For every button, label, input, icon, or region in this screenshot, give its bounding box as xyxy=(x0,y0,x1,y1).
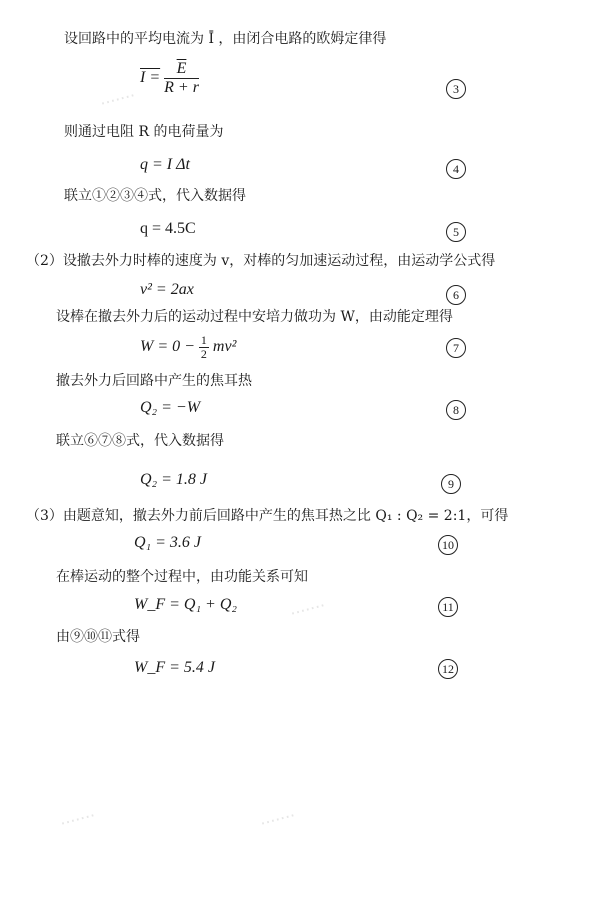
equation-10: Q₁ = 3.6 J xyxy=(134,534,202,551)
text-line: （3）由题意知，撤去外力前后回路中产生的焦耳热之比 Q₁ : Q₂ = 2:1，可得 xyxy=(26,508,509,524)
equation-6: v² = 2ax xyxy=(140,281,194,298)
equation-3 xyxy=(140,60,199,97)
eq7-numerator: 1 xyxy=(200,333,207,347)
eq3-denominator: R + r xyxy=(164,79,199,96)
text-line: （2）设撤去外力时棒的速度为 v，对棒的匀加速运动过程，由运动学公式得 xyxy=(26,253,496,269)
equation-number: 8 xyxy=(446,400,466,420)
equation-number: 10 xyxy=(438,535,458,555)
equation-number: 7 xyxy=(446,338,466,358)
eq7-denominator: 2 xyxy=(200,347,207,361)
equation-number: 5 xyxy=(446,222,466,242)
equation-number: 12 xyxy=(438,659,458,679)
watermark: ······· xyxy=(98,85,138,114)
eq7-lhs: W = 0 − xyxy=(140,338,195,356)
eq7-fraction xyxy=(199,334,209,361)
text-line: 设棒在撤去外力后的运动过程中安培力做功为 W，由动能定理得 xyxy=(56,309,453,325)
text-line: 撤去外力后回路中产生的焦耳热 xyxy=(56,373,252,389)
watermark: ······· xyxy=(288,595,328,624)
equation-number: 11 xyxy=(438,597,458,617)
watermark: ······· xyxy=(58,805,98,834)
equation-12: W_F = 5.4 J xyxy=(134,659,215,676)
text-line: 由⑨⑩⑪式得 xyxy=(56,629,140,645)
text-line: 设回路中的平均电流为 Ī ，由闭合电路的欧姆定律得 xyxy=(64,31,387,47)
equation-number: 6 xyxy=(446,285,466,305)
equation-7 xyxy=(140,334,236,361)
equation-number: 4 xyxy=(446,159,466,179)
eq3-numerator: $\overline{E}$ xyxy=(164,60,199,79)
equation-number: 9 xyxy=(441,474,461,494)
equation-5: q = 4.5C xyxy=(140,220,196,237)
eq7-rhs: mv² xyxy=(212,338,237,356)
equation-8: Q₂ = −W xyxy=(140,399,201,416)
text-line: 联立①②③④式，代入数据得 xyxy=(64,188,246,204)
eq3-fraction xyxy=(164,60,199,97)
equation-11: W_F = Q₁ + Q₂ xyxy=(134,596,237,613)
equation-number: 3 xyxy=(446,79,466,99)
text-line: 则通过电阻 R 的电荷量为 xyxy=(64,124,224,140)
equation-4: q = I Δt xyxy=(140,156,190,173)
eq3-lhs: I = xyxy=(140,69,161,87)
text-line: 在棒运动的整个过程中，由功能关系可知 xyxy=(56,569,308,585)
text-line: 联立⑥⑦⑧式，代入数据得 xyxy=(56,433,224,449)
watermark: ······· xyxy=(258,805,298,834)
equation-9: Q₂ = 1.8 J xyxy=(140,471,208,488)
